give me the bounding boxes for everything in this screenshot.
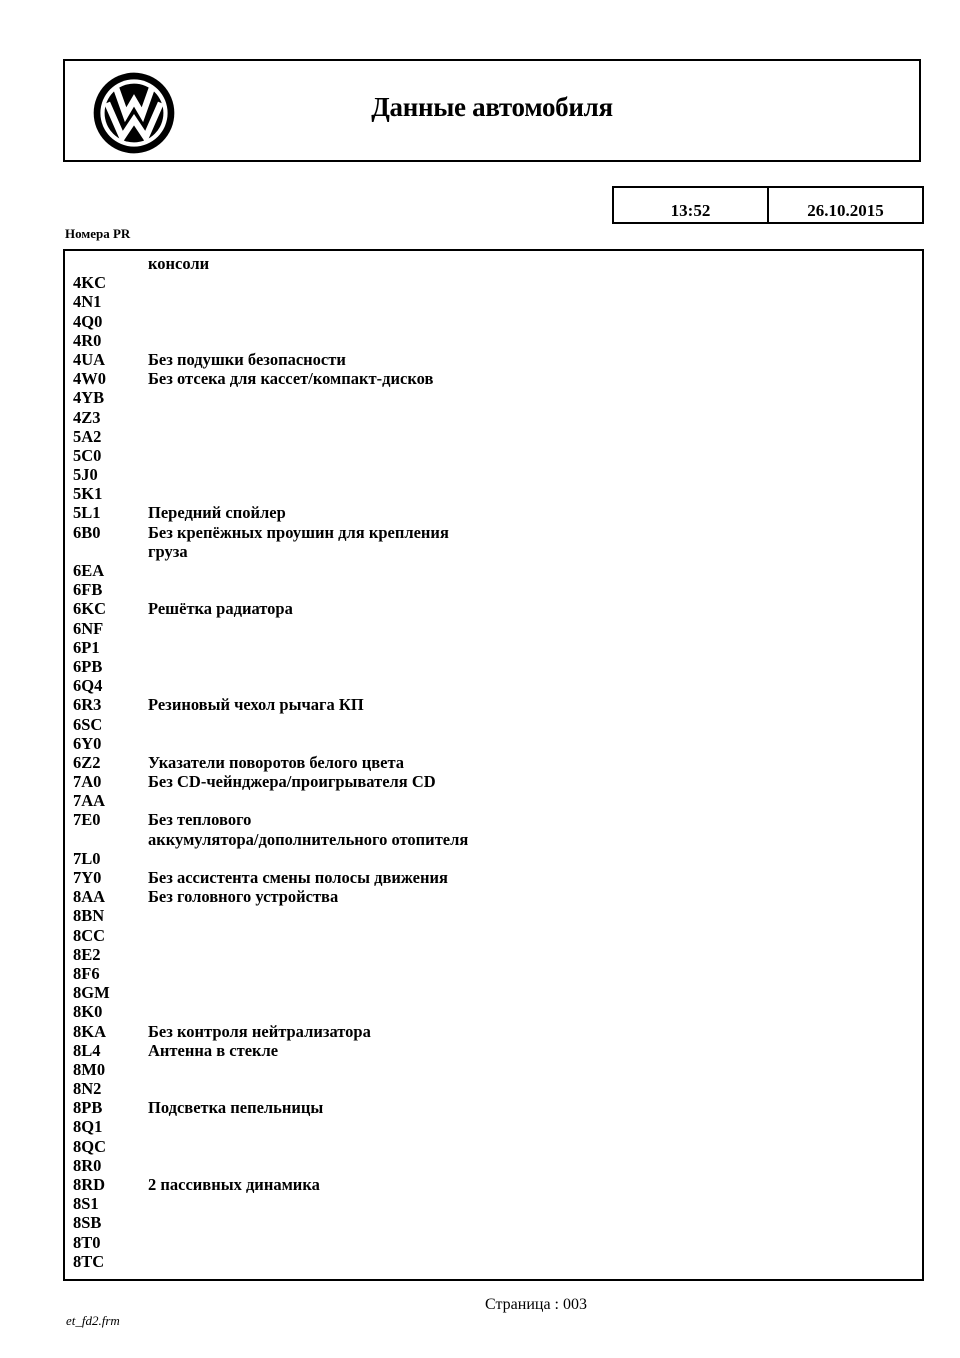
pr-row [73,331,922,350]
pr-description: Решётка радиатора [148,599,293,619]
pr-row [73,849,922,868]
pr-code: 4Q0 [73,311,103,331]
pr-code [73,542,148,561]
pr-code: 8Q1 [73,1117,103,1137]
pr-row [73,484,922,503]
pr-row [73,619,922,638]
pr-code: 4KC [73,273,106,293]
pr-row [73,350,922,369]
pr-code: 8L4 [73,1040,101,1060]
pr-code: 8M0 [73,1059,106,1079]
pr-code: 5C0 [73,445,102,465]
pr-code: 6NF [73,618,104,638]
pr-row [73,1041,922,1060]
pr-description: Без контроля нейтрализатора [148,1021,371,1041]
pr-description: аккумулятора/дополнительного отопителя [148,829,469,849]
pr-row [73,1233,922,1252]
pr-row [73,830,922,849]
pr-description: консоли [148,254,210,273]
pr-row [73,657,922,676]
pr-code: 8E2 [73,944,101,964]
pr-description: Без ассистента смены полосы движения [148,868,448,887]
pr-row [73,983,922,1002]
pr-code: 7A0 [73,772,102,792]
pr-code: 6P1 [73,637,100,657]
pr-description: Резиновый чехол рычага КП [148,695,364,715]
form-name: et_fd2.frm [66,1313,120,1328]
pr-row [73,772,922,791]
pr-row [73,503,922,522]
pr-row [73,542,922,561]
pr-code: 4N1 [73,292,102,312]
pr-description: Без CD-чейнджера/проигрывателя CD [148,772,436,792]
pr-code: 7E0 [73,810,101,830]
pr-row [73,1213,922,1232]
pr-code: 8RD [73,1175,106,1194]
pr-row [73,465,922,484]
pr-code: 6PB [73,656,103,676]
pr-code: 8GM [73,983,110,1003]
pr-code: 7L0 [73,848,101,868]
pr-row [73,446,922,465]
pr-code: 5L1 [73,503,101,523]
pr-row [73,254,922,273]
datetime-box [612,186,924,224]
section-label: Номера PR [65,226,131,241]
pr-row [73,1079,922,1098]
pr-row [73,312,922,331]
pr-code: 4UA [73,349,106,369]
pr-code: 4W0 [73,369,106,389]
pr-code: 8K0 [73,1002,103,1022]
pr-code: 7AA [73,791,106,811]
pr-description: Без отсека для кассет/компакт-дисков [148,369,434,389]
pr-row [73,1252,922,1271]
pr-code: 5K1 [73,484,103,504]
pr-row [73,1194,922,1213]
pr-row [73,599,922,618]
pr-code: 4R0 [73,330,102,350]
pr-description: Без подушки безопасности [148,349,346,369]
pr-row [73,273,922,292]
pr-numbers-list [73,254,922,1271]
pr-description: Указатели поворотов белого цвета [148,752,405,772]
print-time: 13:52 [614,188,769,222]
pr-row [73,292,922,311]
pr-code: 6EA [73,561,105,580]
pr-description: Антенна в стекле [148,1040,279,1060]
pr-code: 4YB [73,388,105,408]
pr-row [73,580,922,599]
pr-code: 8BN [73,906,105,926]
pr-row [73,926,922,945]
pr-row [73,715,922,734]
pr-code: 8SB [73,1213,102,1233]
pr-code: 6SC [73,714,103,734]
pr-row [73,906,922,925]
pr-code: 8AA [73,887,106,907]
pr-code: 5J0 [73,465,98,485]
pr-row [73,1156,922,1175]
pr-row [73,887,922,906]
pr-row [73,868,922,887]
pr-numbers-table [63,249,924,1281]
pr-code: 8TC [73,1251,105,1271]
pr-row [73,1137,922,1156]
pr-code: 8N2 [73,1079,102,1099]
pr-row [73,734,922,753]
pr-code: 8PB [73,1098,103,1118]
pr-row [73,561,922,580]
pr-code [73,254,148,273]
pr-code: 7Y0 [73,868,102,887]
pr-code: 8CC [73,925,106,945]
pr-row [73,1060,922,1079]
pr-row [73,638,922,657]
pr-code [73,830,148,849]
page-number: Страница : 003 [485,1296,587,1313]
pr-description: Без головного устройства [148,887,339,907]
print-date: 26.10.2015 [807,201,884,220]
pr-code: 8T0 [73,1232,101,1252]
pr-description: Без теплового [148,810,252,830]
pr-code: 8R0 [73,1155,102,1175]
pr-code: 6Y0 [73,733,102,753]
pr-code: 6FB [73,580,103,600]
pr-row [73,676,922,695]
pr-code: 8S1 [73,1194,99,1214]
pr-row [73,388,922,407]
pr-code: 8F6 [73,963,100,983]
pr-description: Передний спойлер [148,503,286,523]
pr-row [73,753,922,772]
pr-code: 8QC [73,1136,106,1156]
pr-code: 8KA [73,1021,106,1041]
pr-row [73,695,922,714]
pr-code: 6Z2 [73,752,101,772]
pr-code: 6B0 [73,522,101,542]
pr-code: 6R3 [73,695,102,715]
pr-row [73,369,922,388]
document-header [63,59,921,162]
pr-row [73,408,922,427]
pr-row [73,1117,922,1136]
pr-code: 5A2 [73,426,102,446]
pr-description: Подсветка пепельницы [148,1098,324,1118]
pr-row [73,810,922,829]
pr-row [73,427,922,446]
pr-row [73,1022,922,1041]
pr-row [73,523,922,542]
pr-row [73,945,922,964]
pr-row [73,1098,922,1117]
pr-description: груза [148,541,188,561]
pr-row [73,964,922,983]
pr-description: 2 пассивных динамика [148,1175,320,1194]
pr-row [73,791,922,810]
pr-code: 6KC [73,599,106,619]
page-title: Данные автомобиля [371,92,613,122]
pr-code: 6Q4 [73,676,103,696]
pr-row [73,1002,922,1021]
pr-code: 4Z3 [73,407,101,427]
pr-row [73,1175,922,1194]
pr-description: Без крепёжных проушин для крепления [148,522,449,542]
